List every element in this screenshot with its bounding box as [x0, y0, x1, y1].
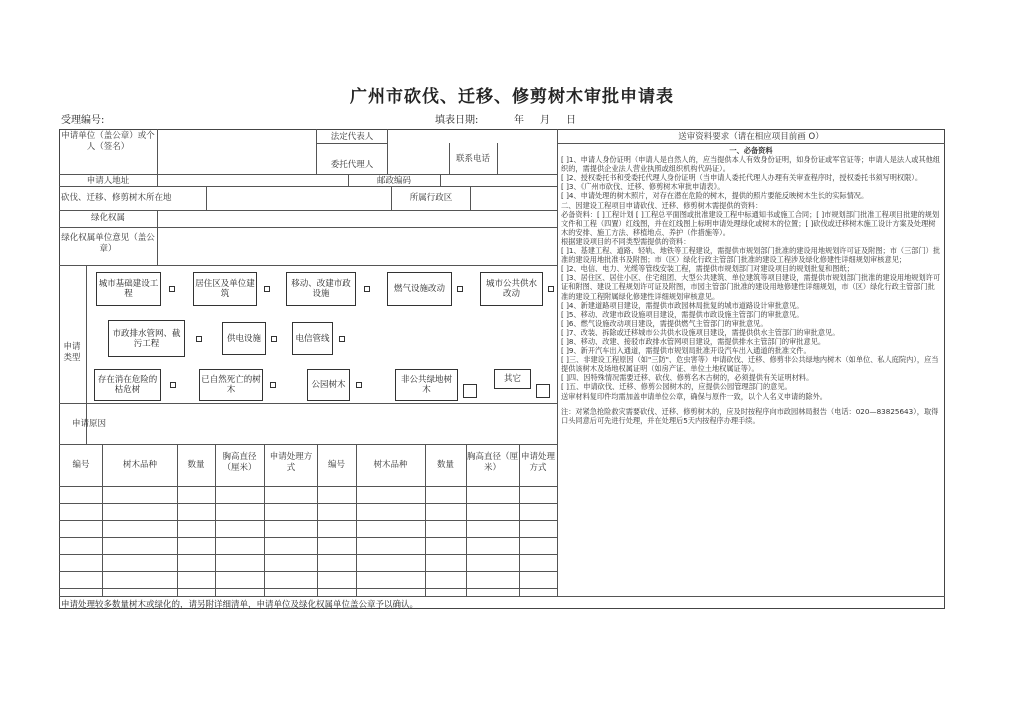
category-municipal-facilities-checkbox[interactable]: [364, 286, 370, 292]
category-power[interactable]: 供电设施: [222, 322, 266, 355]
requirements-list: [561, 146, 941, 425]
table-header-no: 编号: [72, 460, 90, 470]
req-sub-1: [ ]1、基建工程、道路、轻轨、地铁等工程建设，需提供市规划部门批准的建设用地规划许可证及附图；市（三部门）批准的建设用地批准书及附图；市（区）绿化行政主管部门批准的建设工程涉及绿化修建性详细规划审核意见；: [561, 246, 941, 265]
req-sub-4: [ ]4、新建道路项目建设，需提供市政园林局批复的城市道路设计审批意见。: [561, 300, 804, 310]
req-item-1: [ ]1、申请人身份证明（申请人是自然人的，应当提供本人有效身份证明，如身份证或军官证等；申请人是法人或其他组织的，需提供企业法人营业执照或组织机构代码证）。: [561, 155, 941, 174]
green-owner-label: 绿化权属: [90, 213, 125, 223]
tree-location-label: 砍伐、迁移、修剪树木所在地: [61, 193, 172, 203]
category-other-checkbox[interactable]: [536, 384, 550, 398]
category-dead-trees-checkbox[interactable]: [270, 382, 276, 388]
req-sec4: [ ]四、因特殊情况需要迁移、砍伐、修剪名木古树的，必须提供有关证明材料。: [561, 373, 814, 383]
table-header-count: 数量: [187, 460, 205, 470]
req-sub-2: [ ]2、电信、电力、光缆等管线安装工程，需提供市规划部门对建设项目的规划批复和图纸；: [561, 264, 854, 274]
category-gas-checkbox[interactable]: [457, 286, 463, 292]
category-drainage[interactable]: 市政排水管网、截污工程: [108, 320, 185, 357]
category-park-trees-checkbox[interactable]: [356, 382, 362, 388]
table-header-chest-diameter-2: 胸高直径（厘米）: [467, 452, 519, 473]
category-other[interactable]: 其它: [494, 369, 531, 389]
contact-phone-label: 联系电话: [455, 154, 490, 164]
category-park-trees[interactable]: 公园树木: [307, 369, 350, 401]
apply-type-label: 申请类型: [63, 342, 81, 363]
table-header-chest-diameter: 胸高直径（厘米）: [222, 452, 257, 473]
category-gas[interactable]: 燃气设施改动: [387, 272, 452, 306]
table-header-species-2: 树木品种: [373, 460, 408, 470]
category-dead-trees[interactable]: 已自然死亡的树木: [199, 369, 263, 401]
category-power-checkbox[interactable]: [271, 336, 277, 342]
req-sub-9: [ ]9、新开汽车出入通道，需提供市规划局批准开设汽车出入通道的批准文件。: [561, 346, 811, 356]
req-note: 注：对紧急抢险救灾需要砍伐、迁移、修剪树木的，应及时按程序向市政园林局报告（电话：020—83825643），取得口头同意后可先进行处理，并在处理后5天内按程序办理手续。: [561, 406, 939, 425]
category-water-supply-checkbox[interactable]: [548, 286, 554, 292]
table-header-method-2: 申请处理方式: [520, 452, 555, 473]
category-telecom-checkbox[interactable]: [339, 336, 345, 342]
req-sub-7: [ ]7、改装、拆除或迁移城市公共供水设施项目建设，需提供供水主管部门的审批意见。: [561, 327, 840, 337]
year-label: 年: [514, 115, 524, 126]
req-sec2-intro: 必备资料：[ ]工程计划 [ ]工程总平面图或批准建设工程中标通知书或施工合同；[ ]市规划部门批准工程项目批建的规划文件和工程（四置）红线图，并在红线图上标明申请处理绿化或树木的位置；[ ]砍伐或迁移树木施工设计方案及处理树木的安排、施工方法、移植地点、养护（作措施等）。: [561, 209, 940, 237]
footer-note: 申请处理较多数量树木或绿化的，请另附详细清单，申请单位及绿化权属单位盖公章予以确认。: [61, 600, 419, 610]
req-sub-6: [ ]6、燃气设施改动项目建设，需提供燃气主管部门的审批意见。: [561, 318, 768, 328]
page-title: 广州市砍伐、迁移、修剪树木审批申请表: [350, 87, 674, 107]
req-sec1-title: 一、必备资料: [729, 146, 773, 155]
category-dangerous-trees-checkbox[interactable]: [170, 382, 176, 388]
requirements-header: 送审资料要求（请在相应项目前画 O）: [678, 132, 824, 142]
applicant-label: 申请单位（盖公章）或个人（签名）: [61, 131, 155, 152]
category-residential-checkbox[interactable]: [264, 286, 270, 292]
entrusted-agent-label: 委托代理人: [330, 160, 374, 170]
postal-code-label: 邮政编码: [376, 176, 411, 186]
applicant-address-label: 申请人地址: [86, 176, 130, 186]
category-infrastructure-checkbox[interactable]: [169, 286, 175, 292]
category-dangerous-trees[interactable]: 存在消在危险的枯危树: [94, 369, 161, 401]
table-header-method: 申请处理方式: [269, 452, 313, 473]
req-sub-3: [ ]3、居住区、居住小区、住宅组团、大型公共建筑、单位建筑等项目建设，需提供市规划部门批准的建设用地规划许可证和附图、建设工程规划许可证及附图，市园主管部门批准的建设用地修建性详细规划，市（区）绿化行政主管部门批准的建设工程附属绿化修建性详细规划审核意见。: [561, 273, 941, 301]
req-item-2: [ ]2、授权委托书和受委托代理人身份证明（当申请人委托代理人办理有关审查程序时，授权委托书须写明权限）。: [561, 173, 923, 183]
req-item-4: [ ]4、申请处理的树木照片，对存在潜在危险的树木，提供的照片要能反映树木生长的实际情况。: [561, 191, 869, 201]
category-municipal-facilities[interactable]: 移动、改建市政设施: [286, 272, 356, 306]
category-telecom[interactable]: 电信管线: [292, 322, 333, 355]
req-confirm: 送审材料复印件均需加盖申请单位公章，确保与原件一致，以个人名义申请的除外。: [561, 391, 827, 401]
req-sec2-sub: 根据建设项目的不同类型需提供的资料：: [561, 236, 691, 246]
req-sec2-title: 二、因建设工程项目申请砍伐、迁移、修剪树木需提供的资料：: [561, 200, 763, 210]
category-drainage-checkbox[interactable]: [196, 336, 202, 342]
day-label: 日: [566, 115, 576, 126]
category-water-supply[interactable]: 城市公共供水改动: [480, 272, 543, 306]
req-sec3: [ ]三、非建设工程原因（如"三防"、危虫害等）申请砍伐、迁移、修剪非公共绿地内树木（如单位、私人庭院内），应当提供该树木及场地权属证明（如房产证、单位土地权属证等）。: [561, 355, 939, 374]
req-sub-8: [ ]8、移动、改建、接驳市政排水管网项目建设，需提供排水主管部门的审批意见。: [561, 336, 826, 346]
table-header-count-2: 数量: [436, 460, 454, 470]
category-non-public-green-checkbox[interactable]: [463, 384, 477, 398]
apply-reason-label: 申请原因: [72, 419, 107, 429]
green-owner-unit-label: 绿化权属单位意见（盖公章）: [61, 233, 155, 254]
legal-rep-label: 法定代表人: [330, 132, 374, 142]
req-sub-5: [ ]5、移动、改建市政设施项目建设，需提供市政设施主管部门的审批意见。: [561, 309, 804, 319]
category-non-public-green[interactable]: 非公共绿地树木: [395, 369, 458, 401]
category-infrastructure[interactable]: 城市基础建设工程: [96, 272, 161, 306]
fill-date-label: 填表日期:: [435, 115, 479, 126]
table-header-no-2: 编号: [327, 460, 345, 470]
receipt-no-label: 受理编号:: [61, 115, 105, 126]
req-item-3: [ ]3、《广州市砍伐、迁移、修剪树木审批申请表》。: [561, 182, 725, 192]
month-label: 月: [540, 115, 550, 126]
district-label: 所属行政区: [409, 193, 453, 203]
table-header-species: 树木品种: [122, 460, 157, 470]
category-residential[interactable]: 居住区及单位建筑: [193, 272, 257, 306]
req-sec5: [ ]五、申请砍伐、迁移、修剪公园树木的，应提供公园管理部门的意见。: [561, 382, 792, 392]
